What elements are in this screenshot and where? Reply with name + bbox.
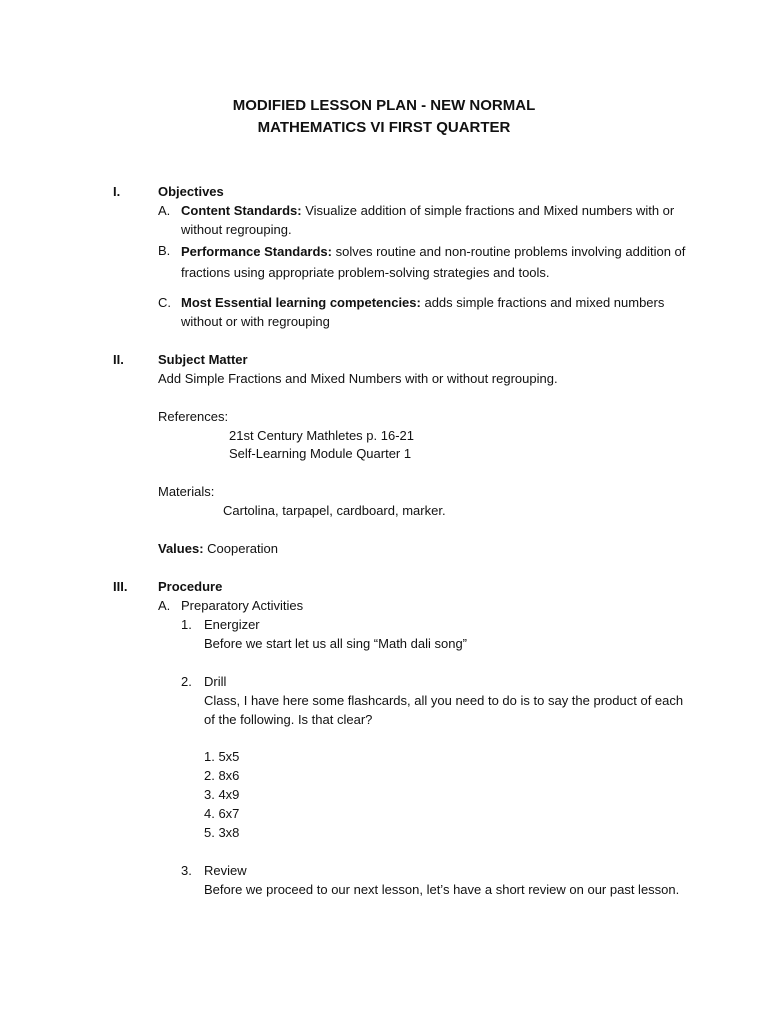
values-text: Cooperation: [203, 541, 278, 556]
values-line: [158, 539, 278, 558]
drill-list-item: 3. 4x9: [204, 787, 240, 802]
title-line-1: MODIFIED LESSON PLAN - NEW NORMAL: [232, 97, 536, 114]
performance-standards-text: solves routine and non-routine problems involving addition of fractions using appropriate problem-solving strategies and tools.: [181, 244, 686, 280]
section-title-objectives: Objectives: [158, 184, 224, 199]
activity-number: 1.: [181, 617, 192, 632]
activity-text: Before we proceed to our next lesson, let’s have a short review on our past lesson.: [204, 882, 680, 897]
objective-letter-a: A.: [158, 203, 171, 218]
activity-text: Class, I have here some flashcards, all you need to do is to say the product of each of the following. Is that clear?: [204, 693, 684, 727]
activity-number: 3.: [181, 863, 192, 878]
drill-list-item: 4. 6x7: [204, 806, 240, 821]
activity-title: Review: [204, 863, 247, 878]
activity-title: Energizer: [204, 617, 260, 632]
performance-standards-label: Performance Standards:: [181, 244, 332, 259]
drill-list-item: 5. 3x8: [204, 825, 240, 840]
section-title-procedure: Procedure: [158, 579, 223, 594]
drill-list-item: 1. 5x5: [204, 749, 240, 764]
activity-text: Before we start let us all sing “Math dali song”: [204, 636, 468, 651]
learning-competencies-label: Most Essential learning competencies:: [181, 295, 421, 310]
subject-matter-text: Add Simple Fractions and Mixed Numbers with or without regrouping.: [158, 371, 558, 386]
document-title: [0, 95, 768, 139]
section-title-subject: Subject Matter: [158, 352, 248, 367]
reference-item: Self-Learning Module Quarter 1: [229, 446, 412, 461]
activity-title: Drill: [204, 674, 227, 689]
learning-competencies: [181, 293, 701, 331]
section-number-subject: II.: [113, 352, 124, 367]
content-standards-label: Content Standards:: [181, 203, 302, 218]
content-standards: [181, 201, 701, 239]
materials-text: Cartolina, tarpapel, cardboard, marker.: [223, 503, 446, 518]
materials-label: Materials:: [158, 484, 215, 499]
title-line-2: MATHEMATICS VI FIRST QUARTER: [257, 119, 511, 136]
values-label: Values:: [158, 541, 204, 556]
content-standards-text: Visualize addition of simple fractions and Mixed numbers with or without regrouping.: [181, 203, 675, 237]
preparatory-activities-title: Preparatory Activities: [181, 598, 304, 613]
section-number-objectives: I.: [113, 184, 121, 199]
activity-number: 2.: [181, 674, 192, 689]
performance-standards: [181, 241, 701, 283]
reference-item: 21st Century Mathletes p. 16-21: [229, 428, 414, 443]
procedure-letter-a: A.: [158, 598, 171, 613]
objective-letter-c: C.: [158, 295, 171, 310]
drill-list-item: 2. 8x6: [204, 768, 240, 783]
section-number-procedure: III.: [113, 579, 128, 594]
references-label: References:: [158, 409, 229, 424]
learning-competencies-text: adds simple fractions and mixed numbers without or with regrouping: [181, 295, 665, 329]
objective-letter-b: B.: [158, 243, 171, 258]
